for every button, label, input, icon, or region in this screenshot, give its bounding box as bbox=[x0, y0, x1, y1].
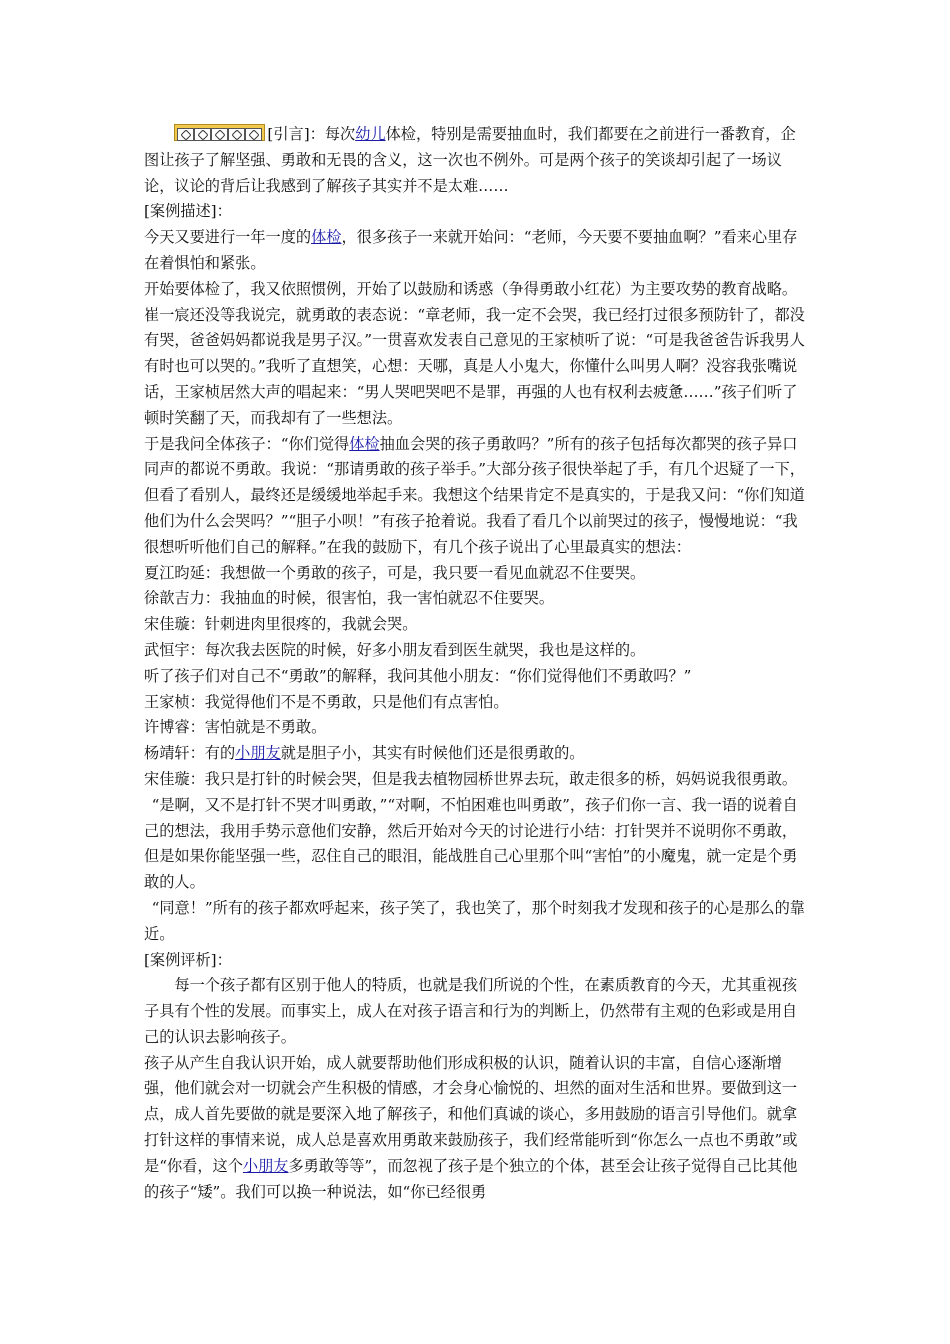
rating-star-icon bbox=[177, 128, 194, 141]
link-xiaopengyou[interactable]: 小朋友 bbox=[242, 1156, 289, 1175]
quote-line: 宋佳璇：我只是打针的时候会哭，但是我去植物园桥世界去玩，敢走很多的桥，妈妈说我很勇敢。 bbox=[144, 769, 798, 788]
link-tijian[interactable]: 体检 bbox=[349, 434, 380, 453]
text: ，很多孩子一来就开始问：“老师，今天要不要抽血啊？”看来心里存在着惧怕和紧张。 bbox=[144, 228, 798, 272]
star-rating-icon bbox=[174, 124, 265, 141]
link-tijian[interactable]: 体检 bbox=[311, 228, 342, 247]
quote-line: 夏江昀延：我想做一个勇敢的孩子，可是，我只要一看见血就忍不住要哭。 bbox=[144, 563, 646, 582]
section-title-analysis: [案例评析]： bbox=[144, 950, 232, 969]
document-body bbox=[144, 122, 808, 1205]
paragraph-6: 每一个孩子都有区别于他人的特质，也就是我们所说的个性，在素质教育的今天，尤其重视孩子具有个性的发展。而事实上，成人在对孩子语言和行为的判断上，仍然带有主观的色彩或是用自己的认识去影响孩子。 bbox=[144, 976, 798, 1046]
quote-line: 许博睿：害怕就是不勇敢。 bbox=[144, 718, 327, 737]
text: 多勇敢等等”，而忽视了孩子是个独立的个体，甚至会让孩子觉得自己比其他的孩子“矮”。我们可以换一种说法，如“你已经很勇 bbox=[144, 1156, 798, 1201]
quote-line: 宋佳璇：针刺进肉里很疼的，我就会哭。 bbox=[144, 615, 418, 634]
paragraph-7 bbox=[144, 1051, 808, 1206]
text: 杨靖轩：有的 bbox=[144, 744, 236, 763]
paragraph-2: 开始要体检了，我又依照惯例，开始了以鼓励和诱惑（争得勇敢小红花）为主要攻势的教育战略。崔一宸还没等我说完，就勇敢的表态说：“章老师，我一定不会哭，我已经打过很多预防针了，都没有哭，爸爸妈妈都说我是男子汉。”一贯喜欢发表自己意见的王家桢听了说：“可是我爸爸告诉我男人有时也可以哭的。”我听了直想笑，心想：天哪，真是人小鬼大，你懂什么叫男人啊？没容我张嘴说话，王家桢居然大声的唱起来：“男人哭吧哭吧不是罪，再强的人也有权利去疲惫……”孩子们听了顿时笑翻了天，而我却有了一些想法。 bbox=[144, 279, 805, 427]
quote-line bbox=[144, 741, 808, 767]
text: 孩子从产生自我认识开始，成人就要帮助他们形成积极的认识，随着认识的丰富，自信心逐渐增强，他们就会对一切就会产生积极的情感，才会身心愉悦的、坦然的面对生活和世界。要做到这一点，成人首先要做的就是要深入地了解孩子，和他们真诚的谈心，多用鼓励的语言引导他们。就拿打针这样的事情来说，成人总是喜欢用勇敢来鼓励孩子，我们经常能听到“你怎么一点也不勇敢”或是“你看，这个 bbox=[144, 1053, 798, 1175]
quote-line: 听了孩子们对自己不“勇敢”的解释，我问其他小朋友：“你们觉得他们不勇敢吗？” bbox=[144, 666, 692, 685]
text: 就是胆子小，其实有时候他们还是很勇敢的。 bbox=[280, 744, 585, 763]
link-youer[interactable]: 幼儿 bbox=[355, 125, 386, 143]
rating-star-icon bbox=[245, 128, 262, 141]
section-title-description: [案例描述]： bbox=[144, 202, 232, 221]
intro-paragraph bbox=[144, 122, 808, 199]
rating-star-icon bbox=[194, 128, 211, 141]
intro-label: [引言]：每次 bbox=[267, 125, 356, 143]
link-xiaopengyou[interactable]: 小朋友 bbox=[235, 744, 281, 763]
rating-star-icon bbox=[228, 128, 245, 141]
text: 于是我问全体孩子：“你们觉得 bbox=[144, 434, 350, 453]
quote-line: 王家桢：我觉得他们不是不勇敢，只是他们有点害怕。 bbox=[144, 692, 509, 711]
quote-line: 徐歆吉力：我抽血的时候，很害怕，我一害怕就忍不住要哭。 bbox=[144, 589, 555, 608]
paragraph-1 bbox=[144, 225, 808, 277]
paragraph-5: “同意！”所有的孩子都欢呼起来，孩子笑了，我也笑了，那个时刻我才发现和孩子的心是那么的靠近。 bbox=[144, 898, 805, 943]
paragraph-3 bbox=[144, 432, 808, 561]
text: 今天又要进行一年一度的 bbox=[144, 228, 312, 247]
quote-line: 武恒宇：每次我去医院的时候，好多小朋友看到医生就哭，我也是这样的。 bbox=[144, 640, 646, 659]
rating-star-icon bbox=[211, 128, 228, 141]
text: 抽血会哭的孩子勇敢吗？”所有的孩子包括每次都哭的孩子异口同声的都说不勇敢。我说：“那请勇敢的孩子举手。”大部分孩子很快举起了手，有几个迟疑了一下，但看了看别人，最终还是缓缓地举起手来。我想这个结果肯定不是真实的，于是我又问：“你们知道他们为什么会哭吗？”“胆子小呗！”有孩子抢着说。我看了看几个以前哭过的孩子，慢慢地说：“我很想听听他们自己的解释。”在我的鼓励下，有几个孩子说出了心里最真实的想法： bbox=[144, 434, 805, 556]
paragraph-4: “是啊，又不是打针不哭才叫勇敢，”“对啊，不怕困难也叫勇敢”，孩子们你一言、我一语的说着自己的想法，我用手势示意他们安静，然后开始对今天的讨论进行小结：打针哭并不说明你不勇敢，但是如果你能坚强一些，忍住自己的眼泪，能战胜自己心里那个叫“害怕”的小魔鬼，就一定是个勇敢的人。 bbox=[144, 795, 798, 892]
intro-text: 体检，特别是需要抽血时，我们都要在之前进行一番教育，企图让孩子了解坚强、勇敢和无畏的含义，这一次也不例外。可是两个孩子的笑谈却引起了一场议论，议论的背后让我感到了解孩子其实并不是太难…… bbox=[144, 125, 796, 195]
